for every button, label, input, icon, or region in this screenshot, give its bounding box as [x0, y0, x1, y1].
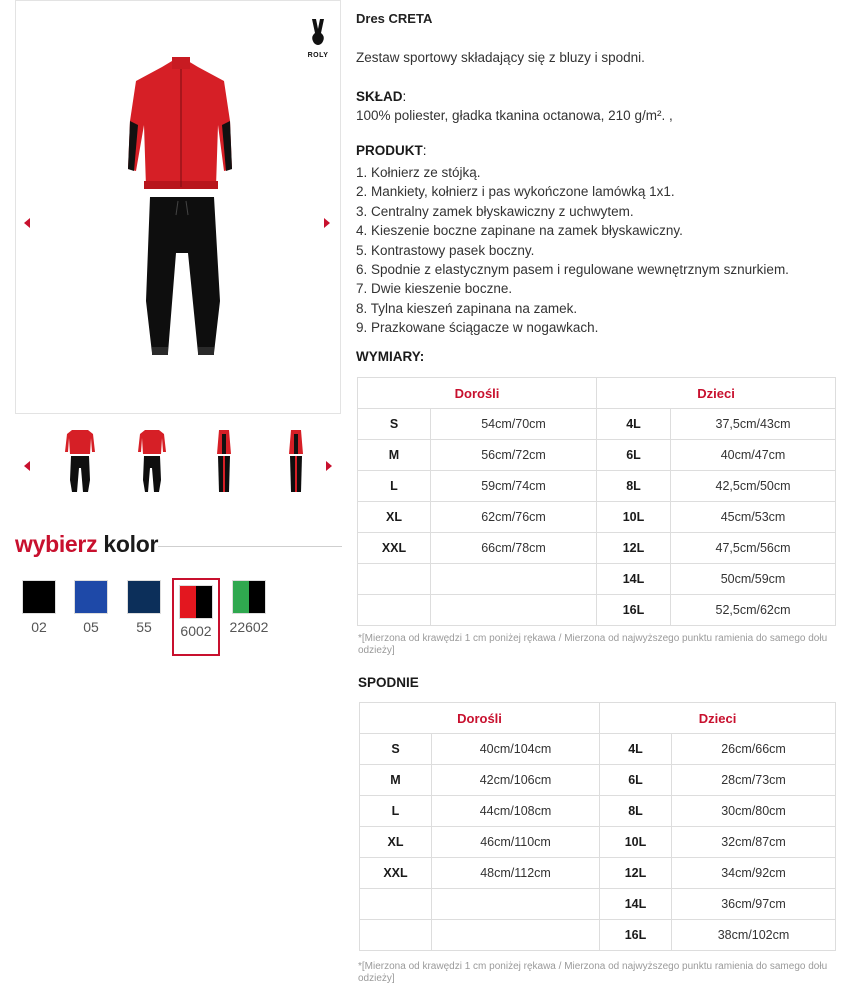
- table-row: [360, 858, 836, 889]
- color-chip-part: [23, 581, 55, 613]
- kid-measurement: 30cm/80cm: [672, 796, 836, 827]
- adult-measurement: 40cm/104cm: [432, 734, 600, 765]
- color-swatch-02[interactable]: [17, 580, 61, 635]
- kid-size: 16L: [600, 920, 672, 951]
- kid-measurement: 47,5cm/56cm: [671, 533, 836, 564]
- kid-size: 8L: [600, 796, 672, 827]
- adult-size: [358, 595, 431, 626]
- kid-measurement: 28cm/73cm: [672, 765, 836, 796]
- color-code: 05: [83, 619, 99, 635]
- adult-size: [360, 889, 432, 920]
- color-swatch-55[interactable]: [122, 580, 166, 635]
- product-subtitle: Zestaw sportowy składający się z bluzy i spodni.: [356, 50, 645, 65]
- prev-image-arrow-icon[interactable]: [24, 218, 30, 228]
- jacket-size-table: [357, 377, 836, 626]
- kid-measurement: 45cm/53cm: [671, 502, 836, 533]
- adult-measurement: 48cm/112cm: [432, 858, 600, 889]
- color-chip: [74, 580, 108, 614]
- adults-column-header: Dorośli: [360, 703, 600, 734]
- adults-column-header: Dorośli: [358, 378, 597, 409]
- dimensions-heading: WYMIARY:: [356, 349, 425, 364]
- brand-name: ROLY: [307, 52, 329, 59]
- adult-measurement: 44cm/108cm: [432, 796, 600, 827]
- table-row: [358, 440, 836, 471]
- brand-logo: [304, 17, 332, 59]
- adult-size: L: [358, 471, 431, 502]
- table-row: [360, 920, 836, 951]
- adult-measurement: [431, 595, 597, 626]
- adult-measurement: 54cm/70cm: [431, 409, 597, 440]
- feature-item: 4. Kieszenie boczne zapinane na zamek błyskawiczny.: [356, 223, 683, 239]
- main-product-image: [15, 0, 341, 414]
- adult-size: L: [360, 796, 432, 827]
- adult-measurement: [431, 564, 597, 595]
- feature-item: 6. Spodnie z elastycznym pasem i regulowane wewnętrznym sznurkiem.: [356, 262, 789, 278]
- adult-size: XXL: [360, 858, 432, 889]
- choose-color-heading: wybierz kolor: [15, 531, 159, 557]
- feature-item: 7. Dwie kieszenie boczne.: [356, 281, 513, 297]
- adult-size: XL: [360, 827, 432, 858]
- kid-measurement: 40cm/47cm: [671, 440, 836, 471]
- adult-measurement: 42cm/106cm: [432, 765, 600, 796]
- color-chip: [179, 585, 213, 619]
- table-row: [360, 889, 836, 920]
- color-chip-part: [75, 581, 107, 613]
- color-chip: [22, 580, 56, 614]
- table-row: [358, 564, 836, 595]
- kid-size: 4L: [597, 409, 671, 440]
- product-title: Dres CRETA: [356, 11, 433, 26]
- kids-column-header: Dzieci: [597, 378, 836, 409]
- color-code: 6002: [180, 623, 212, 639]
- pants-heading: SPODNIE: [358, 675, 419, 690]
- table-row: [358, 409, 836, 440]
- color-code: 22602: [229, 619, 269, 635]
- kid-size: 12L: [597, 533, 671, 564]
- table-row: [360, 796, 836, 827]
- kid-size: 8L: [597, 471, 671, 502]
- thumbnail-side[interactable]: [127, 424, 177, 498]
- adult-size: [358, 564, 431, 595]
- kid-size: 6L: [600, 765, 672, 796]
- color-swatch-6002[interactable]: [172, 578, 220, 656]
- prev-thumbnail-arrow-icon[interactable]: [24, 461, 30, 471]
- adult-measurement: 66cm/78cm: [431, 533, 597, 564]
- adult-measurement: 46cm/110cm: [432, 827, 600, 858]
- thumbnail-profile-left[interactable]: [199, 424, 249, 498]
- kid-measurement: 42,5cm/50cm: [671, 471, 836, 502]
- color-chip-part: [249, 581, 265, 613]
- color-chip-part: [233, 581, 249, 613]
- kid-size: 4L: [600, 734, 672, 765]
- roly-logo-icon: [306, 17, 330, 47]
- kid-measurement: 50cm/59cm: [671, 564, 836, 595]
- composition-text: 100% poliester, gładka tkanina octanowa, 210 g/m². ,: [356, 108, 673, 123]
- adult-size: XXL: [358, 533, 431, 564]
- table-row: [360, 827, 836, 858]
- features-heading: PRODUKT:: [356, 143, 427, 158]
- adult-size: XL: [358, 502, 431, 533]
- adult-measurement: [432, 889, 600, 920]
- thumbnail-profile-right[interactable]: [271, 424, 321, 498]
- color-chip: [232, 580, 266, 614]
- kid-size: 16L: [597, 595, 671, 626]
- adult-measurement: 62cm/76cm: [431, 502, 597, 533]
- feature-item: 1. Kołnierz ze stójką.: [356, 165, 481, 180]
- adult-size: M: [360, 765, 432, 796]
- kid-size: 6L: [597, 440, 671, 471]
- jacket-size-note: *[Mierzona od krawędzi 1 cm poniżej rękawa / Mierzona od najwyższego punktu ramienia do samego dołu odzieży]: [358, 633, 828, 656]
- adult-size: S: [360, 734, 432, 765]
- thumbnail-front[interactable]: [55, 424, 105, 498]
- feature-item: 5. Kontrastowy pasek boczny.: [356, 242, 535, 258]
- kid-size: 14L: [600, 889, 672, 920]
- feature-item: 8. Tylna kieszeń zapinana na zamek.: [356, 300, 578, 316]
- kid-size: 12L: [600, 858, 672, 889]
- color-chip: [127, 580, 161, 614]
- adult-measurement: 56cm/72cm: [431, 440, 597, 471]
- color-chip-part: [180, 586, 196, 618]
- next-image-arrow-icon[interactable]: [324, 218, 330, 228]
- color-code: 02: [31, 619, 47, 635]
- adult-size: [360, 920, 432, 951]
- kid-measurement: 36cm/97cm: [672, 889, 836, 920]
- thumbnail-strip: [15, 418, 341, 513]
- adult-size: S: [358, 409, 431, 440]
- feature-item: 9. Prazkowane ściągacze w nogawkach.: [356, 320, 599, 336]
- color-swatch-22602[interactable]: [227, 580, 271, 635]
- table-row: [358, 502, 836, 533]
- kid-size: 14L: [597, 564, 671, 595]
- color-chip-part: [196, 586, 212, 618]
- kid-measurement: 38cm/102cm: [672, 920, 836, 951]
- kid-measurement: 26cm/66cm: [672, 734, 836, 765]
- kid-size: 10L: [600, 827, 672, 858]
- table-row: [360, 734, 836, 765]
- color-chip-part: [128, 581, 160, 613]
- table-row: [360, 765, 836, 796]
- composition-heading: SKŁAD:: [356, 89, 407, 104]
- color-swatch-05[interactable]: [69, 580, 113, 635]
- pants-size-table: [359, 702, 836, 951]
- next-thumbnail-arrow-icon[interactable]: [326, 461, 332, 471]
- adult-size: M: [358, 440, 431, 471]
- table-header-row: [360, 703, 836, 734]
- kid-measurement: 37,5cm/43cm: [671, 409, 836, 440]
- kid-size: 10L: [597, 502, 671, 533]
- adult-measurement: [432, 920, 600, 951]
- table-row: [358, 471, 836, 502]
- tracksuit-illustration: [16, 1, 341, 414]
- color-code: 55: [136, 619, 152, 635]
- features-list: [356, 163, 789, 338]
- kid-measurement: 52,5cm/62cm: [671, 595, 836, 626]
- adult-measurement: 59cm/74cm: [431, 471, 597, 502]
- table-header-row: [358, 378, 836, 409]
- heading-divider: [158, 546, 342, 547]
- kid-measurement: 34cm/92cm: [672, 858, 836, 889]
- feature-item: 2. Mankiety, kołnierz i pas wykończone lamówką 1x1.: [356, 184, 675, 200]
- kids-column-header: Dzieci: [600, 703, 836, 734]
- table-row: [358, 595, 836, 626]
- kid-measurement: 32cm/87cm: [672, 827, 836, 858]
- pants-size-note: *[Mierzona od krawędzi 1 cm poniżej rękawa / Mierzona od najwyższego punktu ramienia do samego dołu odzieży]: [358, 961, 828, 984]
- table-row: [358, 533, 836, 564]
- feature-item: 3. Centralny zamek błyskawiczny z uchwytem.: [356, 203, 634, 219]
